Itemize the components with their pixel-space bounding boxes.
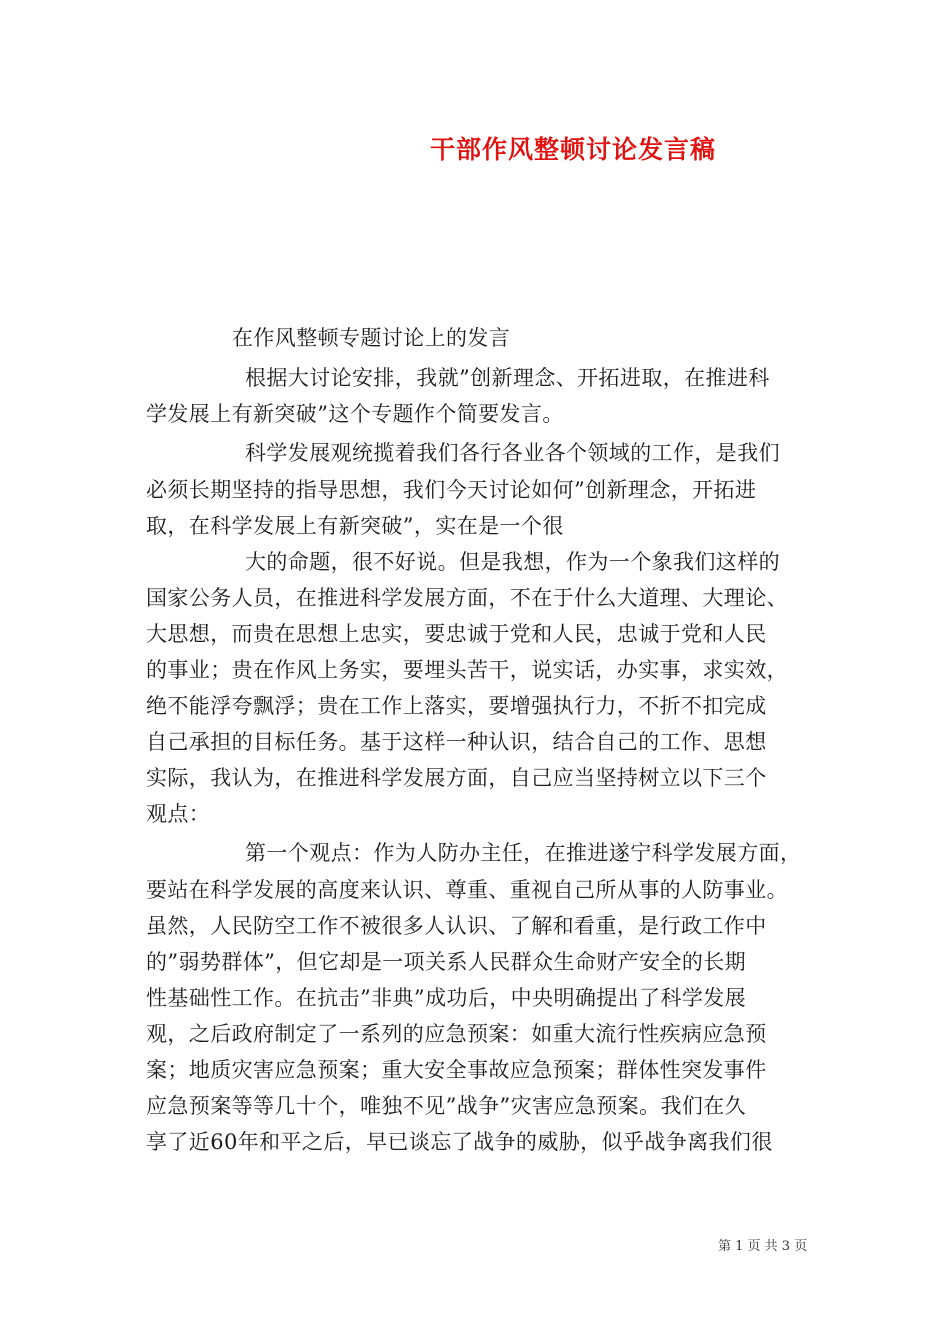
page-number: 第 1 页 共 3 页 — [718, 1239, 808, 1254]
body-line: 观点： — [146, 802, 211, 826]
body-line: 的事业；贵在作风上务实，要埋头苦干，说实话，办实事，求实效， — [146, 658, 788, 682]
body-line: 根据大讨论安排，我就”创新理念、开拓进取，在推进科 — [245, 366, 770, 390]
body-line: 国家公务人员，在推进科学发展方面，不在于什么大道理、大理论、 — [146, 586, 788, 610]
body-line: 绝不能浮夸飘浮；贵在工作上落实，要增强执行力，不折不扣完成 — [146, 694, 767, 718]
body-line: 的”弱势群体”，但它却是一项关系人民群众生命财产安全的长期 — [146, 950, 747, 974]
body-line: 取，在科学发展上有新突破”，实在是一个很 — [146, 514, 564, 538]
body-line: 必须长期坚持的指导思想，我们今天讨论如何”创新理念，开拓进 — [146, 478, 757, 502]
body-line: 虽然，人民防空工作不被很多人认识、了解和看重，是行政工作中 — [146, 914, 767, 938]
body-line: 要站在科学发展的高度来认识、尊重、重视自己所从事的人防事业。 — [146, 878, 788, 902]
body-line: 自己承担的目标任务。基于这样一种认识，结合自己的工作、思想 — [146, 730, 767, 754]
body-line: 科学发展观统揽着我们各行各业各个领域的工作，是我们 — [245, 441, 780, 465]
document-title: 干部作风整顿讨论发言稿 — [430, 135, 717, 164]
body-line: 第一个观点：作为人防办主任，在推进遂宁科学发展方面， — [245, 841, 802, 865]
body-line: 大的命题，很不好说。但是我想，作为一个象我们这样的 — [245, 550, 780, 574]
body-line: 观，之后政府制定了一系列的应急预案：如重大流行性疾病应急预 — [146, 1022, 767, 1046]
body-line: 大思想，而贵在思想上忠实，要忠诚于党和人民，忠诚于党和人民 — [146, 622, 767, 646]
body-line: 在作风整顿专题讨论上的发言 — [232, 326, 511, 350]
body-line: 享了近60年和平之后，早已谈忘了战争的威胁，似乎战争离我们很 — [146, 1130, 773, 1154]
body-line: 性基础性工作。在抗击”非典”成功后，中央明确提出了科学发展 — [146, 986, 747, 1010]
body-line: 案；地质灾害应急预案；重大安全事故应急预案；群体性突发事件 — [146, 1058, 767, 1082]
body-line: 学发展上有新突破”这个专题作个简要发言。 — [146, 402, 564, 426]
body-line: 实际，我认为，在推进科学发展方面，自己应当坚持树立以下三个 — [146, 766, 767, 790]
body-line: 应急预案等等几十个，唯独不见”战争”灾害应急预案。我们在久 — [146, 1094, 747, 1118]
